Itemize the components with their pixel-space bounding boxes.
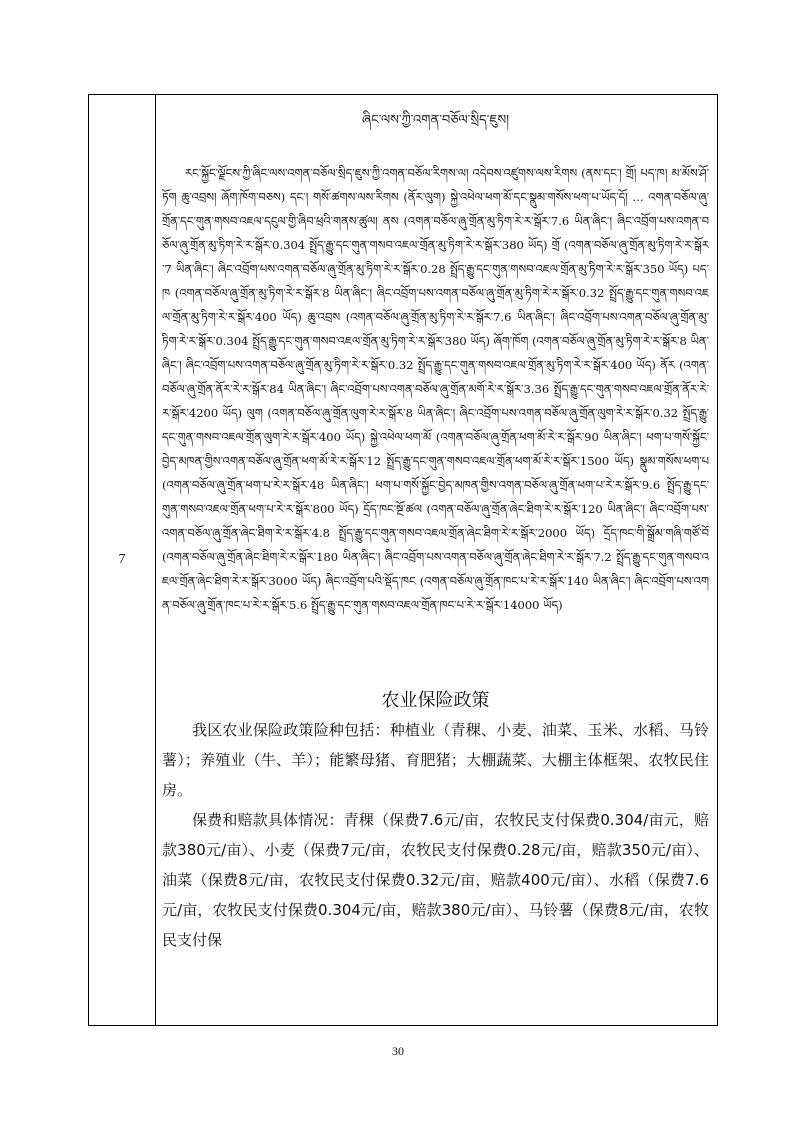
page-number: 30 [392, 1044, 404, 1058]
row-number-cell [89, 95, 156, 1025]
chinese-paragraph-1: 我区农业保险政策险种包括：种植业（青稞、小麦、油菜、玉米、水稻、马铃薯）；养殖业（牛、羊）；能繁母猪、育肥猪；大棚蔬菜、大棚主体框架、农牧民住房。 [162, 721, 709, 799]
policy-table-row [88, 94, 718, 1026]
content-cell [156, 95, 717, 1025]
tibetan-body: རང་སྐྱོང་ལྗོངས་ཀྱི་ཞིང་ལས་འགན་བཅོལ་སྲིད་ཇུས་ཀྱི་འགན་བཅོལ་རིགས་ལ། འདེབས་འཛུགས་ལས་རིགས (ནས་དང་། གྲོ། པད་ཁ། མ་མོས་ཤོ་ཏོག ཆུ་འབྲས། ཞོག་ཁོག་བཅས) དང་། གསོ་ཚགས་ལས་རིགས (ནོར་ལུག) སྐྱེ་འཕེལ་ཕག་མོ་དང་སྣུམ་གསོས་ཕག་པ་ཡོད་དོ། ... འགན་བཅོལ་ཞུ་གྲོན་དང་གུན་གསབ་འཇལ་དངུལ་གྱི་ཞིབ་ཕྲའི་གནས་ཚུལ། ནས (འགན་བཅོལ་ཞུ་གྲོན་མུ་ཏིག་རེ་ར་སྒོར་7.6 ཡིན་ཞིང་། ཞིང་འབྲོག་པས་འགན་བཅོལ་ཞུ་གྲོན་མུ་ཏིག་རེ་ར་སྒོར་0.304 སྤྲོད་རྒྱུ་དང་གུན་གསབ་འཇལ་གྲོན་མུ་ཏིག་རེ་ར་སྒོར་380 ཡོད) གྲོ (འགན་བཅོལ་ཞུ་གྲོན་མུ་ཏིག་རེ་ར་སྒོར་7 ཡིན་ཞིང་། ཞིང་འབྲོག་པས་འགན་བཅོལ་ཞུ་གྲོན་མུ་ཏིག་རེ་ར་སྒོར་0.28 སྤྲོད་རྒྱུ་དང་གུན་གསབ་འཇལ་གྲོན་མུ་ཏིག་རེ་ར་སྒོར་350 ཡོད) པད་ཁ (འགན་བཅོལ་ཞུ་གྲོན་མུ་ཏིག་རེ་ར་སྒོར་8 ཡིན་ཞིང་། ཞིང་འབྲོག་པས་འགན་བཅོལ་ཞུ་གྲོན་མུ་ཏིག་རེ་ར་སྒོར་0.32 སྤྲོད་རྒྱུ་དང་གུན་གསབ་འཇལ་གྲོན་མུ་ཏིག་རེ་ར་སྒོར་400 ཡོད) ཆུ་འབྲས (འགན་བཅོལ་ཞུ་གྲོན་མུ་ཏིག་རེ་ར་སྒོར་7.6 ཡིན་ཞིང་། ཞིང་འབྲོག་པས་འགན་བཅོལ་ཞུ་གྲོན་མུ་ཏིག་རེ་ར་སྒོར་0.304 སྤྲོད་རྒྱུ་དང་གུན་གསབ་འཇལ་གྲོན་མུ་ཏིག་རེ་ར་སྒོར་380 ཡོད) ཞོག་ཁོག (འགན་བཅོལ་ཞུ་གྲོན་མུ་ཏིག་རེ་ར་སྒོར་8 ཡིན་ཞིང་། ཞིང་འབྲོག་པས་འགན་བཅོལ་ཞུ་གྲོན་མུ་ཏིག་རེ་ར་སྒོར་0.32 སྤྲོད་རྒྱུ་དང་གུན་གསབ་འཇལ་གྲོན་མུ་ཏིག་རེ་ར་སྒོར་400 ཡོད) ནོར (འགན་བཅོལ་ཞུ་གྲོན་ནོར་རེ་ར་སྒོར་84 ཡིན་ཞིང་། ཞིང་འབྲོག་པས་འགན་བཅོལ་ཞུ་གྲོན་མགོ་རེ་ར་སྒོར་3.36 སྤྲོད་རྒྱུ་དང་གུན་གསབ་འཇལ་གྲོན་ནོར་རེ་ར་སྒོར་4200 ཡོད) ལུག (འགན་བཅོལ་ཞུ་གྲོན་ལུག་རེ་ར་སྒོར་8 ཡིན་ཞིང་། ཞིང་འབྲོག་པས་འགན་བཅོལ་ཞུ་གྲོན་ལུག་རེ་ར་སྒོར་0.32 སྤྲོད་རྒྱུ་དང་གུན་གསབ་འཇལ་གྲོན་ལུག་རེ་ར་སྒོར་400 ཡོད) སྐྱེ་འཕེལ་ཕག་མོ (འགན་བཅོལ་ཞུ་གྲོན་ཕག་མོ་རེ་ར་སྒོར་90 ཡིན་ཞིང་། ཕག་པ་གསོ་སྐྱོང་བྱེད་མཁན་གྱིས་འགན་བཅོལ་ཞུ་གྲོན་ཕག་མོ་རེ་ར་སྒོར་12 སྤྲོད་རྒྱུ་དང་གུན་གསབ་འཇལ་གྲོན་ཕག་མོ་རེ་ར་སྒོར་1500 ཡོད) སྣུམ་གསོས་ཕག་པ (འགན་བཅོལ་ཞུ་གྲོན་ཕག་པ་རེ་ར་སྒོར་48 ཡིན་ཞིང་། ཕག་པ་གསོ་སྐྱོང་བྱེད་མཁན་གྱིས་འགན་བཅོལ་ཞུ་གྲོན་ཕག་པ་རེ་ར་སྒོར་9.6 སྤྲོད་རྒྱུ་དང་གུན་གསབ་འཇལ་གྲོན་ཕག་པ་རེ་ར་སྒོར་800 ཡོད) དྲོད་ཁང་སྔོ་ཚལ (འགན་བཅོལ་ཞུ་གྲོན་ཞེང་ཐིག་རེ་ར་སྒོར་120 ཡིན་ཞིང་། ཞིང་འབྲོག་པས་འགན་བཅོལ་ཞུ་གྲོན་ཞེང་ཐིག་རེ་ར་སྒོར་4.8 སྤྲོད་རྒྱུ་དང་གུན་གསབ་འཇལ་གྲོན་ཞེང་ཐིག་རེ་ར་སྒོར་2000 ཡོད) དྲོད་ཁང་གི་སྒྲོམ་གཞི་གཙོ་བོ (འགན་བཅོལ་ཞུ་གྲོན་ཞེང་ཐིག་རེ་ར་སྒོར་180 ཡིན་ཞིང་། ཞིང་འབྲོག་པས་འགན་བཅོལ་ཞུ་གྲོན་ཞེང་ཐིག་རེ་ར་སྒོར་7.2 སྤྲོད་རྒྱུ་དང་གུན་གསབ་འཇལ་གྲོན་ཞེང་ཐིག་རེ་ར་སྒོར་3000 ཡོད) ཞིང་འབྲོག་པའི་སྡོད་ཁང (འགན་བཅོལ་ཞུ་གྲོན་ཁང་པ་རེ་ར་སྒོར་140 ཡིན་ཞིང་། ཞིང་འབྲོག་པས་འགན་བཅོལ་ཞུ་གྲོན་ཁང་པ་རེ་ར་སྒོར་5.6 སྤྲོད་རྒྱུ་དང་གུན་གསབ་འཇལ་གྲོན་ཁང་པ་རེ་ར་སྒོར་14000 ཡོད) [162, 166, 709, 612]
row-number: 7 [118, 552, 126, 567]
tibetan-title: ཞིང་ལས་ཀྱི་འགན་བཅོལ་སྲིད་ཇུས། [362, 113, 509, 128]
chinese-title: 农业保险政策 [381, 690, 490, 711]
chinese-paragraph-2: 保费和赔款具体情况：青稞（保费7.6元/亩，农牧民支付保费0.304/亩元，赔款380元/亩）、小麦（保费7元/亩，农牧民支付保费0.28元/亩，赔款350元/亩）、油菜（保费8元/亩，农牧民支付保费0.32元/亩，赔款400元/亩）、水稻（保费7.6元/亩，农牧民支付保费0.304元/亩，赔款380元/亩）、马铃薯（保费8元/亩，农牧民支付保 [162, 811, 709, 949]
